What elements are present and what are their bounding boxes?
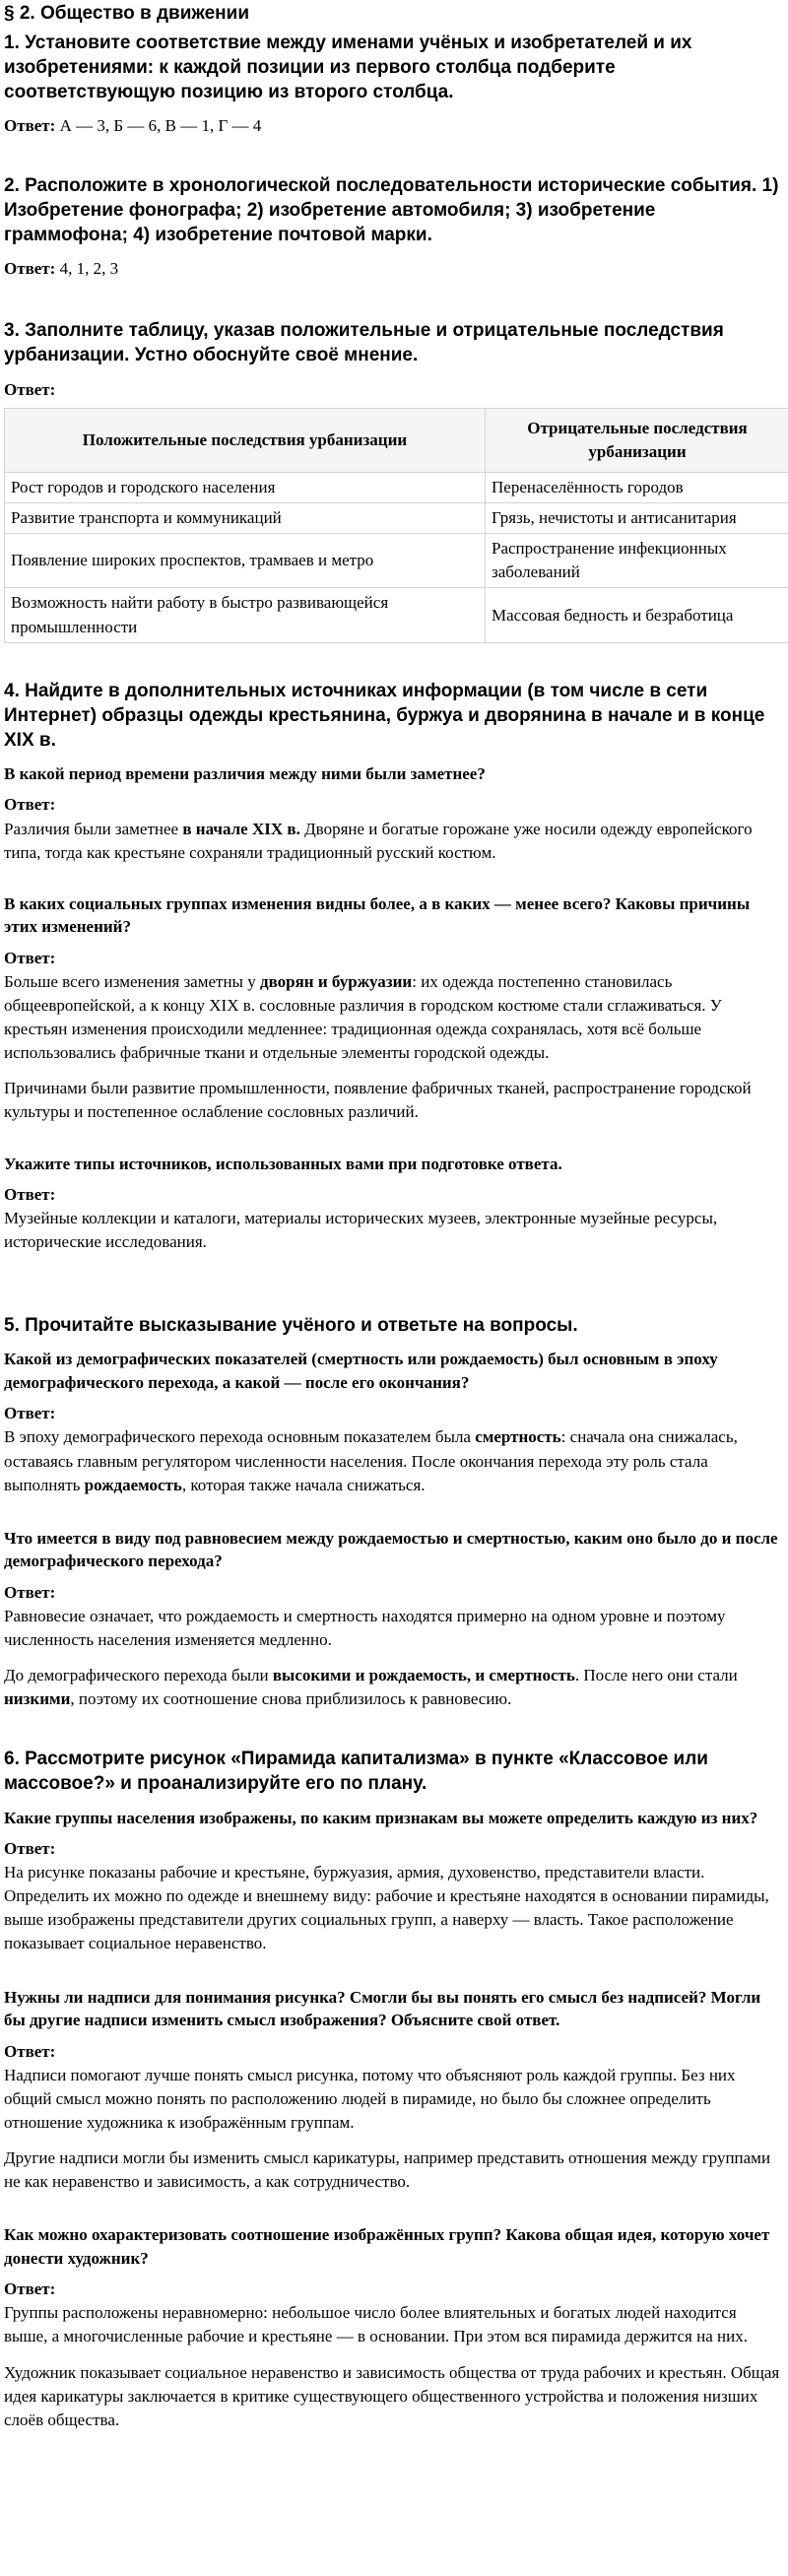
task-3-answer-label-line [4, 378, 780, 402]
answer-emphasis: рождаемость [84, 1475, 182, 1494]
task-6-answer-2-paragraph-2: Другие надписи могли бы изменить смысл карикатуры, например представить отношения между группами не как неравенство и зависимость, а как сотрудничество. [4, 2148, 771, 2192]
table-header-positive: Положительные последствия урбанизации [5, 408, 486, 472]
task-1-answer [4, 114, 780, 138]
task-4-answer-1 [4, 818, 780, 865]
answer-emphasis: низкими [4, 1689, 71, 1709]
task-6-title: 6. Рассмотрите рисунок «Пирамида капитализма» в пункте «Классовое или массовое?» и проанализируйте его по плану. [4, 1749, 708, 1795]
table-cell-positive: Появление широких проспектов, трамваев и метро [5, 534, 486, 588]
task-5 [4, 1313, 780, 1711]
answer-label: Ответ: [4, 2279, 56, 2299]
answer-text: В эпоху демографического перехода основным показателем была [4, 1427, 476, 1447]
answer-text: : их одежда постепенно становилась общеевропейской, а к концу XIX в. сословные различия в городском костюме стали сглаживаться. У крестьян изменения происходили медленнее: традиционная одежда сохранялась, хотя всё больше использовались фабричные ткани и отдельные элементы городской одежды. [4, 971, 722, 1063]
task-2-answer [4, 257, 780, 281]
task-4-question-2: В каких социальных группах изменения видны более, а в каких — менее всего? Каковы причины этих изменений? [4, 893, 751, 937]
answer-text: Дворяне и богатые горожане уже носили одежду европейского типа, тогда как крестьяне сохраняли традиционный русский костюм. [4, 819, 753, 862]
task-3 [4, 318, 780, 642]
task-6-answer-3-paragraph-2: Художник показывает социальное неравенство и зависимость общества от труда рабочих и крестьян. Общая идея карикатуры заключается в критике существующего общественного устройства и положения низших слоёв общества. [4, 2362, 780, 2429]
table-cell-negative: Массовая бедность и безработица [486, 588, 788, 642]
task-5-answer-2-paragraph-1: Равновесие означает, что рождаемость и смертность находятся примерно на одном уровне и поэтому численность населения изменяется медленно. [4, 1606, 726, 1649]
task-4-answer-3: Музейные коллекции и каталоги, материалы исторических музеев, электронные музейные ресурсы, исторические исследования. [4, 1209, 718, 1252]
answer-text: : сначала она снижалась, оставаясь главным регулятором численности населения. После окончания перехода эту роль стала выполнять [4, 1427, 738, 1494]
task-6-question-2: Нужны ли надписи для понимания рисунка? Смогли бы вы понять его смысл без надписей? Могли бы другие надписи изменить смысл изображения? Объясните свой ответ. [4, 1987, 761, 2030]
answer-emphasis: смертность [475, 1427, 561, 1447]
answer-text: Различия были заметнее [4, 819, 183, 838]
task-4-answer-2 [4, 970, 780, 1066]
task-5-answer-1 [4, 1425, 780, 1496]
task-6-question-1: Какие группы населения изображены, по каким признакам вы можете определить каждую из них? [4, 1808, 758, 1827]
table-row [5, 472, 788, 502]
answer-label: Ответ: [4, 948, 56, 967]
task-2-title: 2. Расположите в хронологической последовательности исторические события. 1) Изобретение фонографа; 2) изобретение автомобиля; 3) изобретение граммофона; 4) изобретение почтовой марки. [4, 175, 779, 246]
task-2 [4, 173, 780, 281]
answer-text: До демографического перехода были [4, 1666, 273, 1685]
task-3-title: 3. Заполните таблицу, указав положительные и отрицательные последствия урбанизации. Устно обоснуйте своё мнение. [4, 320, 724, 366]
task-4-answer-2-paragraph-2: Причинами были развитие промышленности, появление фабричных тканей, распространение городской культуры и постепенное ослабление сословных различий. [4, 1079, 752, 1122]
answer-label: Ответ: [4, 1838, 56, 1858]
answer-label: Ответ: [4, 1184, 56, 1204]
table-cell-positive: Возможность найти работу в быстро развивающейся промышленности [5, 588, 486, 642]
table-cell-positive: Рост городов и городского населения [5, 472, 486, 502]
task-1 [4, 31, 780, 138]
task-4-question-3: Укажите типы источников, использованных вами при подготовке ответа. [4, 1154, 562, 1173]
task-6-answer-2-paragraph-1: Надписи помогают лучше понять смысл рисунка, потому что объясняют роль каждой группы. Без них общий смысл можно понять по расположению людей в пирамиде, но было бы сложнее определить отношение художника к изображённым группам. [4, 2065, 736, 2132]
task-6-answer-1: На рисунке показаны рабочие и крестьяне, буржуазия, армия, духовенство, представители власти. Определить их можно по одежде и внешнему виду: рабочие и крестьяне находятся в основании пирамиды, выше изображены представители других социальных групп, а наверху — власть. Такое расположение показывает социальное неравенство. [4, 1863, 769, 1953]
table-row [5, 588, 788, 642]
answer-emphasis: высокими и рождаемость, и смертность [272, 1666, 575, 1685]
table-header-row [5, 408, 788, 472]
answer-label: Ответ: [4, 259, 56, 279]
task-5-title: 5. Прочитайте высказывание учёного и ответьте на вопросы. [4, 1315, 578, 1337]
table-row [5, 534, 788, 588]
answer-label: Ответ: [4, 1404, 56, 1423]
answer-text: Больше всего изменения заметны у [4, 971, 260, 991]
task-4-question-1: В какой период времени различия между ними были заметнее? [4, 763, 486, 783]
task-4 [4, 679, 780, 1255]
task-1-title: 1. Установите соответствие между именами учёных и изобретателей и их изобретениями: к каждой позиции из первого столбца подберите соответствующую позицию из второго столбца. [4, 32, 692, 102]
urbanization-table [4, 408, 788, 643]
answer-text: , которая также начала снижаться. [181, 1475, 426, 1494]
task-4-title: 4. Найдите в дополнительных источниках информации (в том числе в сети Интернет) образцы одежды крестьянина, буржуа и дворянина в начале и в конце XIX в. [4, 680, 765, 751]
answer-emphasis: в начале XIX в. [182, 819, 300, 838]
table-row [5, 503, 788, 534]
task-5-question-2: Что имеется в виду под равновесием между рождаемостью и смертностью, каким оно было до и после демографического перехода? [4, 1528, 778, 1571]
answer-label: Ответ: [4, 115, 56, 135]
task-5-answer-2-paragraph-2 [4, 1664, 780, 1711]
table-cell-positive: Развитие транспорта и коммуникаций [5, 503, 486, 534]
answer-label: Ответ: [4, 1582, 56, 1602]
answer-text: , поэтому их соотношение снова приблизилось к равновесию. [70, 1689, 512, 1709]
task-5-question-1: Какой из демографических показателей (смертность или рождаемость) был основным в эпоху демографического перехода, а какой — после его окончания? [4, 1350, 718, 1392]
table-header-negative: Отрицательные последствия урбанизации [486, 408, 788, 472]
table-cell-negative: Грязь, нечистоты и антисанитария [486, 503, 788, 534]
section-title: § 2. Общество в движении [4, 3, 250, 24]
task-2-answer-text: 4, 1, 2, 3 [59, 259, 119, 279]
task-6-answer-3-paragraph-1: Группы расположены неравномерно: небольшое число более влиятельных и богатых людей находится выше, а многочисленные рабочие и крестьяне — в основании. При этом вся пирамида держится на них. [4, 2303, 748, 2346]
answer-label: Ответ: [4, 379, 56, 399]
answer-label: Ответ: [4, 795, 56, 815]
answer-label: Ответ: [4, 2041, 56, 2061]
task-1-answer-text: А — 3, Б — 6, В — 1, Г — 4 [59, 115, 262, 135]
table-cell-negative: Распространение инфекционных заболеваний [486, 534, 788, 588]
answer-text: . После него они стали [574, 1666, 738, 1685]
task-6 [4, 1747, 780, 2432]
table-cell-negative: Перенаселённость городов [486, 472, 788, 502]
task-6-question-3: Как можно охарактеризовать соотношение изображённых групп? Какова общая идея, которую хочет донести художник? [4, 2225, 770, 2268]
answer-emphasis: дворян и буржуазии [259, 971, 413, 991]
